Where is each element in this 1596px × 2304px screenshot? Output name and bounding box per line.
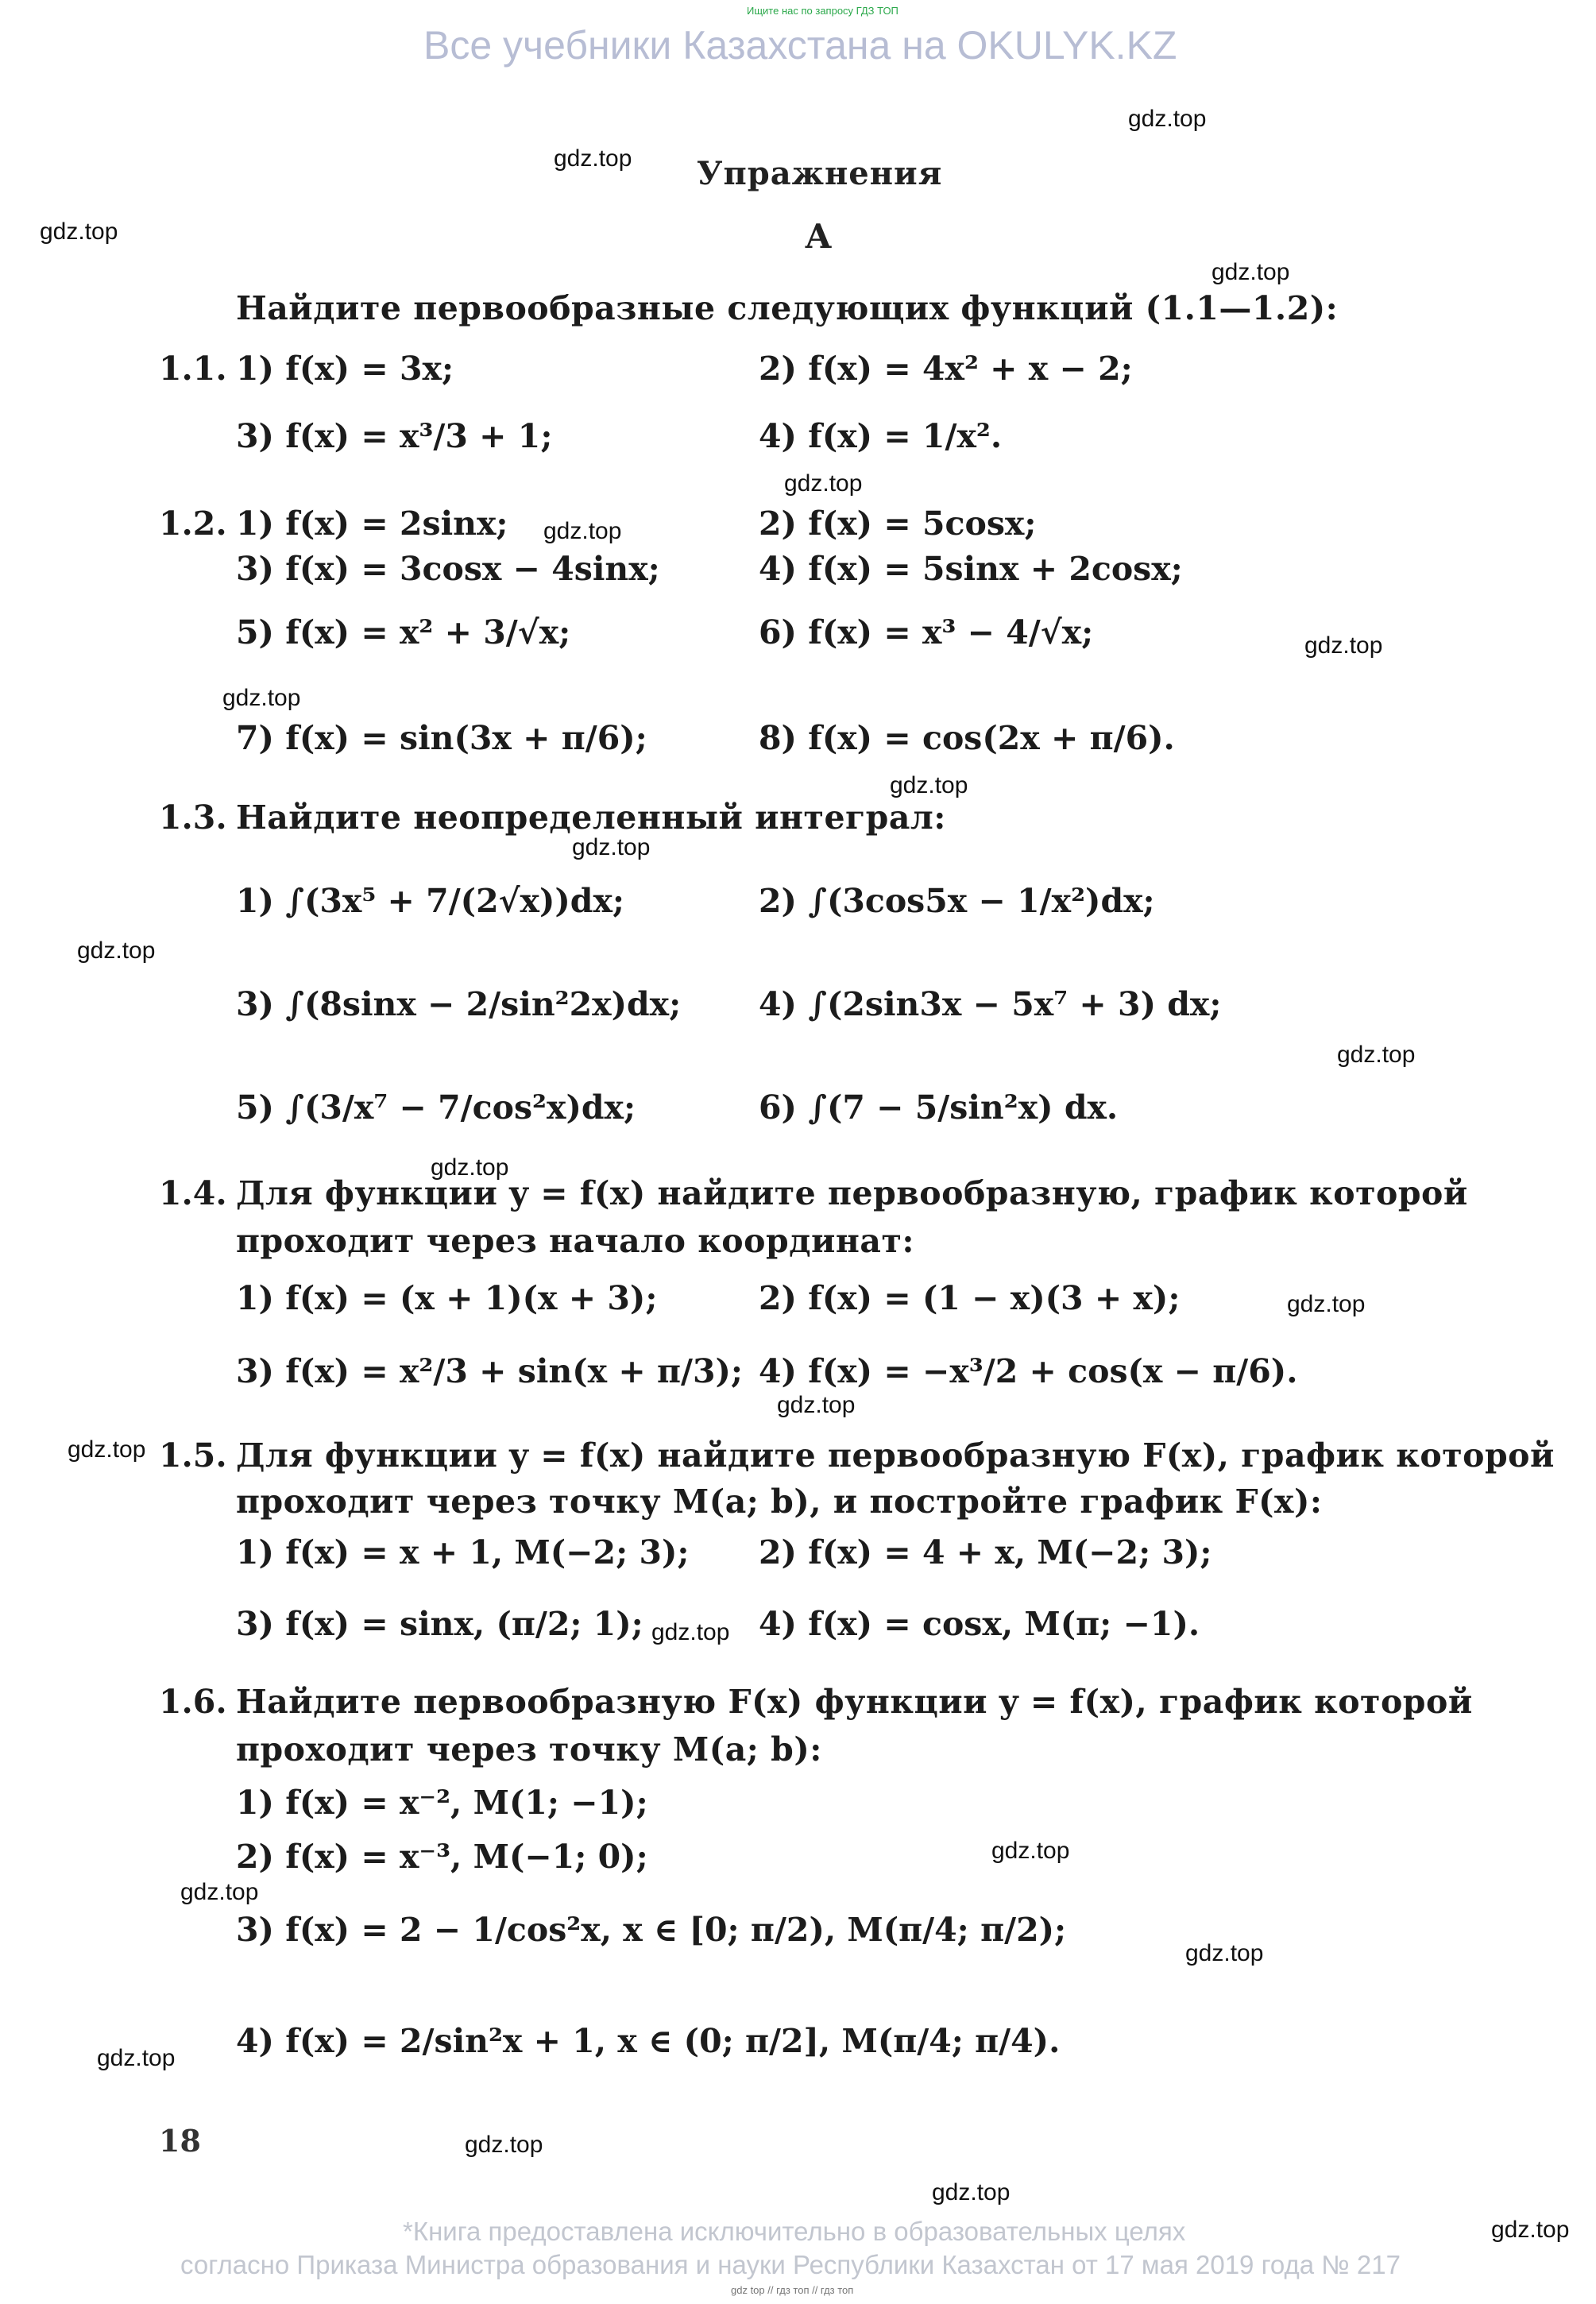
watermark: gdz.top: [932, 2179, 1011, 2205]
header-site-banner: Все учебники Казахстана на OKULYK.KZ: [423, 23, 1177, 68]
exercise-item: 3) f(x) = x³/3 + 1;: [236, 417, 553, 455]
exercise-text: проходит через точку M(a; b):: [236, 1730, 822, 1769]
exercise-text: Найдите неопределенный интеграл:: [236, 798, 946, 837]
exercise-item: 4) f(x) = −x³/2 + cos(x − π/6).: [759, 1352, 1298, 1390]
watermark: gdz.top: [1337, 1042, 1416, 1068]
exercise-item: 3) f(x) = x²/3 + sin(x + π/3);: [236, 1352, 744, 1390]
exercise-item: 1) f(x) = x + 1, M(−2; 3);: [236, 1533, 690, 1571]
exercise-item: 4) f(x) = 5sinx + 2cosx;: [759, 550, 1183, 588]
watermark: gdz.top: [40, 218, 118, 245]
header-small-text: Ищите нас по запросу ГДЗ ТОП: [747, 5, 898, 17]
exercise-number: 1.5.: [159, 1436, 227, 1475]
exercise-text: Для функции y = f(x) найдите первообразную, график которой: [236, 1174, 1468, 1212]
exercise-number: 1.6.: [159, 1683, 227, 1721]
footer-line-1: *Книга предоставлена исключительно в образовательных целях: [403, 2217, 1186, 2246]
watermark: gdz.top: [431, 1154, 509, 1181]
exercise-item: 4) f(x) = cosx, M(π; −1).: [759, 1605, 1200, 1643]
exercise-item: 2) f(x) = (1 − x)(3 + x);: [759, 1279, 1181, 1317]
exercise-number: 1.4.: [159, 1174, 227, 1212]
watermark: gdz.top: [1491, 2217, 1570, 2243]
exercise-item: 7) f(x) = sin(3x + π/6);: [236, 719, 647, 757]
watermark: gdz.top: [572, 834, 651, 860]
exercise-number: 1.1.: [159, 350, 227, 388]
exercise-number: 1.2.: [159, 504, 227, 543]
watermark: gdz.top: [180, 1879, 259, 1905]
exercise-item: 2) f(x) = 5cosx;: [759, 504, 1037, 543]
exercise-item: 5) f(x) = x² + 3/√x;: [236, 613, 571, 651]
page-number: 18: [159, 2123, 201, 2159]
exercise-item: 1) f(x) = 3x;: [236, 350, 454, 388]
exercise-item: 2) ∫(3cos5x − 1/x²)dx;: [759, 882, 1155, 920]
exercise-number: 1.3.: [159, 798, 227, 837]
watermark: gdz.top: [68, 1436, 146, 1463]
watermark: gdz.top: [1287, 1291, 1366, 1317]
exercise-text: Для функции y = f(x) найдите первообразную F(x), график которой: [236, 1436, 1555, 1475]
watermark: gdz.top: [1128, 106, 1207, 132]
footer-line-2: согласно Приказа Министра образования и науки Республики Казахстан от 17 мая 2019 года № 217: [180, 2250, 1401, 2279]
exercise-item: 6) f(x) = x³ − 4/√x;: [759, 613, 1094, 651]
exercise-item: 4) f(x) = 1/x².: [759, 417, 1003, 455]
exercise-item: 5) ∫(3/x⁷ − 7/cos²x)dx;: [236, 1088, 636, 1127]
watermark: gdz.top: [554, 145, 632, 172]
exercise-item: 3) f(x) = sinx, (π/2; 1);: [236, 1605, 643, 1643]
section-letter: А: [805, 217, 833, 256]
exercise-text: проходит через точку M(a; b), и постройте график F(x):: [236, 1483, 1323, 1521]
watermark: gdz.top: [777, 1392, 856, 1418]
page-title: Упражнения: [697, 155, 943, 192]
exercise-item: 2) f(x) = x⁻³, M(−1; 0);: [236, 1838, 648, 1876]
watermark: gdz.top: [97, 2045, 176, 2071]
exercise-text: Найдите первообразную F(x) функции y = f(x), график которой: [236, 1683, 1473, 1721]
watermark: gdz.top: [651, 1619, 730, 1645]
watermark: gdz.top: [222, 685, 301, 711]
footer-small-text: gdz top // гдз топ // гдз топ: [731, 2284, 854, 2296]
exercise-item: 2) f(x) = 4 + x, M(−2; 3);: [759, 1533, 1212, 1571]
watermark: gdz.top: [465, 2132, 543, 2158]
exercise-item: 4) f(x) = 2/sin²x + 1, x ∈ (0; π/2], M(π/4; π/4).: [236, 2022, 1061, 2060]
watermark: gdz.top: [1211, 259, 1290, 285]
exercise-item: 4) ∫(2sin3x − 5x⁷ + 3) dx;: [759, 985, 1222, 1023]
exercise-item: 1) ∫(3x⁵ + 7/(2√x))dx;: [236, 882, 625, 920]
watermark: gdz.top: [543, 518, 622, 544]
watermark: gdz.top: [784, 470, 863, 497]
watermark: gdz.top: [77, 937, 156, 964]
exercise-item: 6) ∫(7 − 5/sin²x) dx.: [759, 1088, 1119, 1127]
exercise-item: 3) f(x) = 2 − 1/cos²x, x ∈ [0; π/2), M(π/4; π/2);: [236, 1911, 1067, 1949]
exercise-text: проходит через начало координат:: [236, 1222, 915, 1260]
exercise-item: 3) ∫(8sinx − 2/sin²2x)dx;: [236, 985, 682, 1023]
watermark: gdz.top: [890, 772, 968, 798]
watermark: gdz.top: [991, 1838, 1070, 1864]
exercise-item: 1) f(x) = 2sinx;: [236, 504, 508, 543]
exercise-item: 2) f(x) = 4x² + x − 2;: [759, 350, 1133, 388]
exercise-item: 1) f(x) = (x + 1)(x + 3);: [236, 1279, 658, 1317]
exercise-item: 8) f(x) = cos(2x + π/6).: [759, 719, 1175, 757]
exercise-item: 1) f(x) = x⁻², M(1; −1);: [236, 1784, 648, 1822]
exercise-item: 3) f(x) = 3cosx − 4sinx;: [236, 550, 660, 588]
intro-text: Найдите первообразные следующих функций (1.1—1.2):: [236, 289, 1339, 327]
watermark: gdz.top: [1185, 1940, 1264, 1966]
watermark: gdz.top: [1304, 632, 1383, 659]
